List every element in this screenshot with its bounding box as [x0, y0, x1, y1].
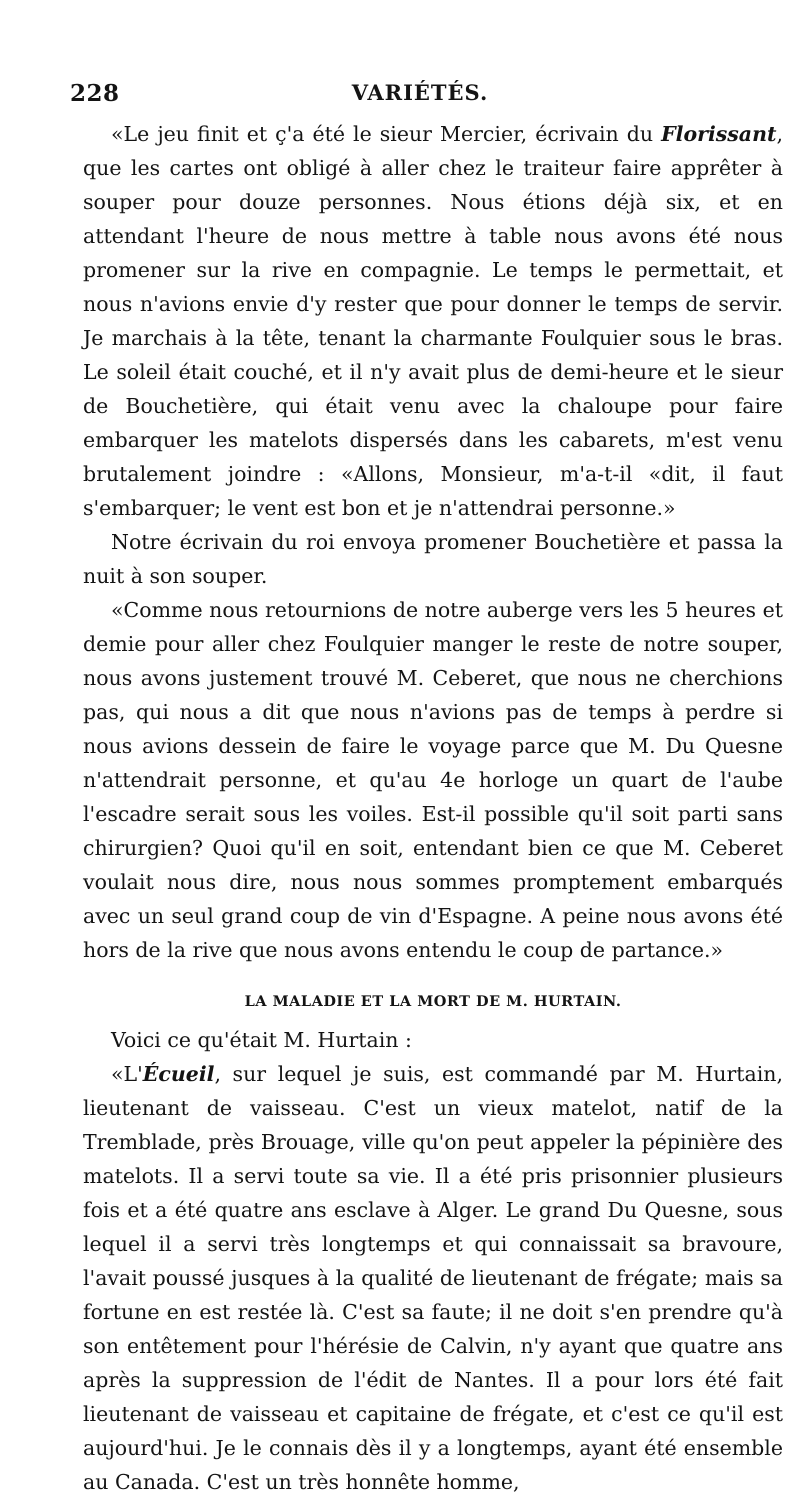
paragraph — [83, 117, 783, 525]
text-run: «Le jeu finit et ç'a été le sieur Mercier, écrivain du — [111, 122, 662, 146]
page-number: 228 — [70, 80, 120, 107]
paragraph — [83, 593, 783, 967]
section-heading: LA MALADIE ET LA MORT DE M. HURTAIN. — [244, 993, 622, 1010]
paragraph — [83, 1023, 783, 1057]
text-run: , que les cartes ont obligé à aller chez le traiteur faire apprêter à souper pour douze personnes. Nous étions déjà six, et en attendant l'heure de nous mettre à table nous avons été nous promener sur la rive en compagnie. Le temps le permettait, et nous n'avions envie d'y rester que pour donner le temps de servir. Je marchais à la tête, tenant la charmante Foulquier sous le bras. Le soleil était couché, et il n'y avait plus de demi-heure et le sieur de Bouchetière, qui était venu avec la chaloupe pour faire embarquer les matelots dispersés dans les cabarets, m'est venu brutalement joindre : «Allons, Monsieur, m'a-t-il «dit, il faut s'embarquer; le vent est bon et je n'attendrai personne.» — [83, 122, 783, 520]
text-run: Voici ce qu'était M. Hurtain : — [111, 1028, 412, 1052]
paragraph — [83, 1057, 783, 1499]
text-run: Notre écrivain du roi envoya promener Bouchetière et passa la nuit à son souper. — [83, 530, 783, 588]
italic-text: Florissant — [661, 122, 777, 146]
text-run: «Comme nous retournions de notre auberge vers les 5 heures et demie pour aller chez Foulquier manger le reste de notre souper, nous avons justement trouvé M. Ceberet, que nous ne cherchions pas, qui nous a dit que nous n'avions pas de temps à perdre si nous avions dessein de faire le voyage parce que M. Du Quesne n'attendrait personne, et qu'au 4e horloge un quart de l'aube l'escadre serait sous les voiles. Est-il possible qu'il soit parti sans chirurgien? Quoi qu'il en soit, entendant bien ce que M. Ceberet voulait nous dire, nous nous sommes promptement embarqués avec un seul grand coup de vin d'Espagne. A peine nous avons été hors de la rive que nous avons entendu le coup de partance.» — [83, 598, 783, 962]
running-head — [70, 80, 770, 112]
text-run: «L' — [111, 1062, 143, 1086]
paragraph — [83, 525, 783, 593]
text-run: , sur lequel je suis, est commandé par M. Hurtain, lieutenant de vaisseau. C'est un vieux matelot, natif de la Tremblade, près Brouage, ville qu'on peut appeler la pépinière des matelots. Il a servi toute sa vie. Il a été pris prisonnier plusieurs fois et a été quatre ans esclave à Alger. Le grand Du Quesne, sous lequel il a servi très longtemps et qui connaissait sa bravoure, l'avait poussé jusques à la qualité de lieutenant de frégate; mais sa fortune en est restée là. C'est sa faute; il ne doit s'en prendre qu'à son entêtement pour l'hérésie de Calvin, n'y ayant que quatre ans après la suppression de l'édit de Nantes. Il a pour lors été fait lieutenant de vaisseau et capitaine de frégate, et c'est ce qu'il est aujourd'hui. Je le connais dès il y a longtemps, ayant été ensemble au Canada. C'est un très honnête homme, — [83, 1062, 783, 1494]
body-text — [83, 117, 783, 1499]
running-title: VARIÉTÉS. — [351, 80, 489, 105]
italic-text: Écueil — [142, 1062, 215, 1086]
